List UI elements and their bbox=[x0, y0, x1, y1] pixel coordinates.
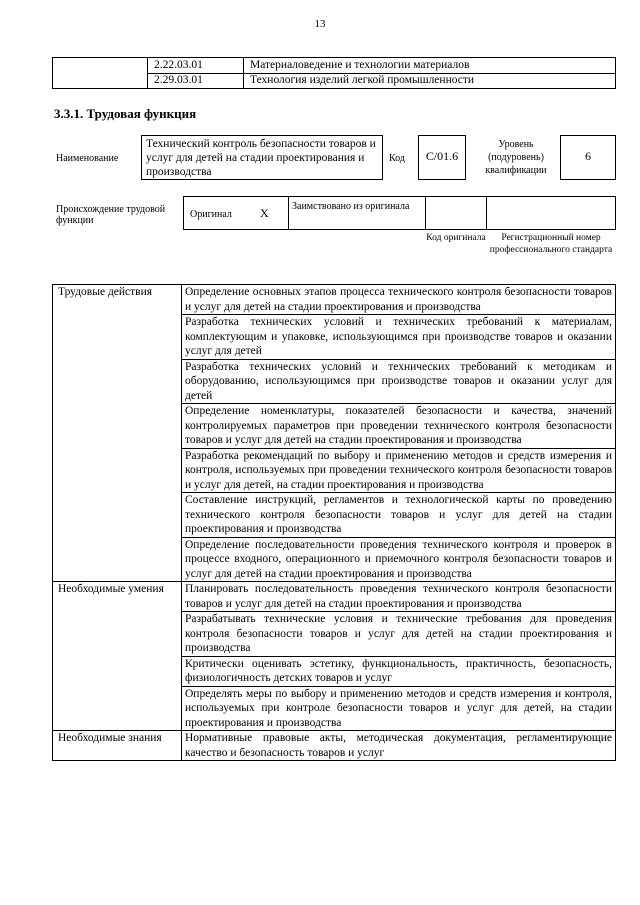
code-label: Код bbox=[389, 153, 405, 164]
original-label: Оригинал bbox=[190, 209, 232, 220]
section-label: Трудовые действия bbox=[53, 285, 182, 582]
table-row bbox=[53, 582, 616, 612]
table-row bbox=[53, 731, 616, 761]
code-row-2-name: Технология изделий легкой промышленности bbox=[250, 74, 475, 86]
name-label: Наименование bbox=[56, 153, 119, 164]
section-item: Определение основных этапов процесса технического контроля безопасности товаров и услуг для детей на стадии проектирования и производства bbox=[182, 285, 616, 315]
section-item: Планировать последовательность проведения технического контроля безопасности товаров и услуг для детей на стадии проектирования и производства bbox=[182, 582, 616, 612]
section-item: Разработка технических условий и технических требований к материалам, комплектующим и упаковке, использующимся при производстве товаров и оказании услуг для детей bbox=[182, 315, 616, 360]
section-item: Составление инструкций, регламентов и технологической карты по проведению технического контроля безопасности товаров и услуг для детей на стадии проектирования и производства bbox=[182, 493, 616, 538]
level-label: Уровень (подуровень) квалификации bbox=[485, 139, 547, 176]
section-item: Определение номенклатуры, показателей безопасности и качества, значений контролируемых параметров при проведении технического контроля безопасности товаров и услуг для детей на стадии проектирования и производства bbox=[182, 404, 616, 449]
section-item: Критически оценивать эстетику, функциональность, практичность, безопасность, физиологичность детских товаров и услуг bbox=[182, 656, 616, 686]
section-label: Необходимые умения bbox=[53, 582, 182, 731]
reg-number-label: Регистрационный номер профессионального стандарта bbox=[489, 233, 613, 255]
section-item: Разработка технических условий и технических требований к методикам и оборудованию, использующимся при производстве товаров и оказании услуг для детей bbox=[182, 359, 616, 404]
section-item: Определять меры по выбору и применению методов и средств измерения и контроля, используемых при контроле безопасности товаров и услуг для детей, на стадии проектирования и производства bbox=[182, 686, 616, 731]
borrowed-label: Заимствовано из оригинала bbox=[292, 201, 410, 212]
section-item: Нормативные правовые акты, методическая документация, регламентирующие качество и безопасность товаров и услуг bbox=[182, 731, 616, 761]
origin-label: Происхождение трудовой функции bbox=[56, 204, 166, 226]
function-details-table bbox=[52, 284, 616, 761]
section-title: 3.3.1. Трудовая функция bbox=[54, 106, 197, 121]
code-original-label: Код оригинала bbox=[426, 233, 486, 243]
codes-table bbox=[52, 57, 616, 89]
section-label: Необходимые знания bbox=[53, 731, 182, 761]
section-item: Определение последовательности проведения технического контроля и проверок в процессе входного, операционного и приемочного контроля безопасности товаров и услуг для детей на стадии проектирования и производства bbox=[182, 537, 616, 582]
function-name: Технический контроль безопасности товаров и услуг для детей на стадии проектирования и производства bbox=[141, 135, 383, 180]
function-code: C/01.6 bbox=[418, 135, 466, 180]
code-row-1-code: 2.22.03.01 bbox=[154, 59, 203, 71]
level-value: 6 bbox=[560, 135, 616, 180]
origin-table bbox=[183, 196, 616, 230]
section-item: Разрабатывать технические условия и технические требования для проведения контроля безопасности товаров и услуг для детей на стадии проектирования и производства bbox=[182, 612, 616, 657]
page-number: 13 bbox=[314, 18, 326, 30]
code-row-1-name: Материаловедение и технологии материалов bbox=[250, 59, 470, 71]
section-item: Разработка рекомендаций по выбору и применению методов и средств измерения и контроля, используемых при проведении технического контроля безопасности товаров и услуг для детей, на стадии проектирования и производства bbox=[182, 448, 616, 493]
original-mark: X bbox=[260, 206, 269, 220]
table-row bbox=[53, 285, 616, 315]
code-row-2-code: 2.29.03.01 bbox=[154, 74, 203, 86]
